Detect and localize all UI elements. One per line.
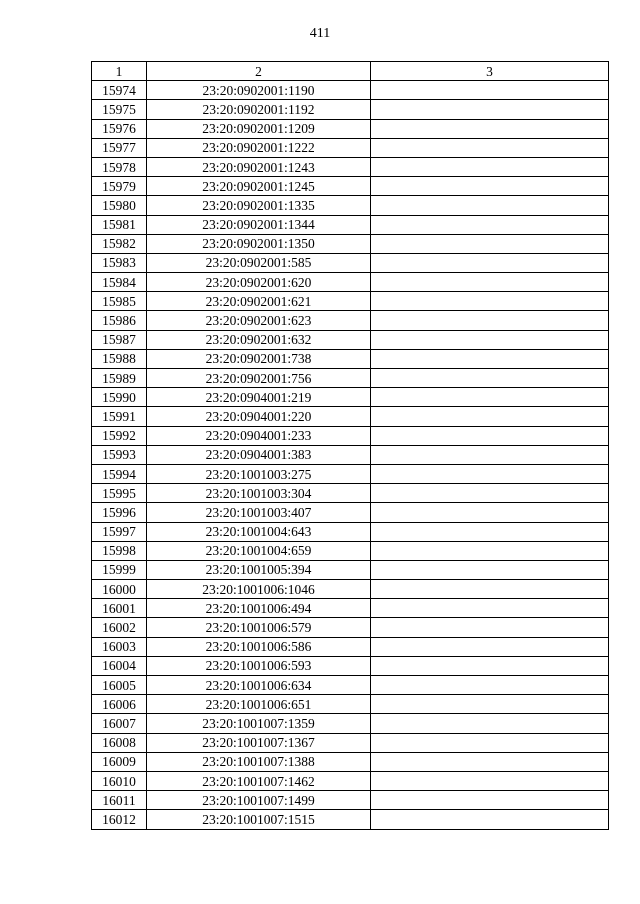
note-cell [371,752,609,771]
row-number-cell: 15980 [92,196,147,215]
table-row [92,771,609,790]
note-cell [371,464,609,483]
note-cell [371,388,609,407]
header-cell-2: 2 [147,62,371,81]
table-row [92,157,609,176]
note-cell [371,349,609,368]
table-row [92,733,609,752]
cadastral-number-cell: 23:20:1001003:407 [147,503,371,522]
cadastral-number-cell: 23:20:1001006:579 [147,618,371,637]
row-number-cell: 15997 [92,522,147,541]
note-cell [371,119,609,138]
table-row [92,484,609,503]
cadastral-number-cell: 23:20:1001004:643 [147,522,371,541]
table-row [92,445,609,464]
note-cell [371,215,609,234]
page-number: 411 [309,26,331,41]
row-number-cell: 15976 [92,119,147,138]
note-cell [371,791,609,810]
note-cell [371,138,609,157]
note-cell [371,656,609,675]
row-number-cell: 16009 [92,752,147,771]
row-number-cell: 16008 [92,733,147,752]
cadastral-number-cell: 23:20:1001007:1367 [147,733,371,752]
note-cell [371,196,609,215]
row-number-cell: 15989 [92,369,147,388]
table-row [92,407,609,426]
row-number-cell: 16003 [92,637,147,656]
note-cell [371,522,609,541]
table-row [92,138,609,157]
row-number-cell: 15977 [92,138,147,157]
cadastral-number-cell: 23:20:1001007:1388 [147,752,371,771]
table-row [92,196,609,215]
note-cell [371,541,609,560]
cadastral-number-cell: 23:20:0902001:1192 [147,100,371,119]
row-number-cell: 16000 [92,580,147,599]
row-number-cell: 15985 [92,292,147,311]
table-row [92,292,609,311]
note-cell [371,100,609,119]
note-cell [371,157,609,176]
row-number-cell: 15998 [92,541,147,560]
table-row [92,714,609,733]
row-number-cell: 16006 [92,695,147,714]
row-number-cell: 16005 [92,676,147,695]
header-row [92,62,609,81]
cadastral-number-cell: 23:20:1001007:1462 [147,771,371,790]
cadastral-number-cell: 23:20:0902001:1243 [147,157,371,176]
table-row [92,330,609,349]
cadastral-number-cell: 23:20:0902001:1222 [147,138,371,157]
row-number-cell: 15974 [92,81,147,100]
row-number-cell: 15991 [92,407,147,426]
table-row [92,234,609,253]
table-row [92,656,609,675]
table-row [92,81,609,100]
row-number-cell: 15978 [92,157,147,176]
row-number-cell: 16002 [92,618,147,637]
table-row [92,752,609,771]
cadastral-number-cell: 23:20:0902001:1344 [147,215,371,234]
cadastral-number-cell: 23:20:1001006:634 [147,676,371,695]
cadastral-number-cell: 23:20:1001006:593 [147,656,371,675]
cadastral-number-cell: 23:20:0902001:1350 [147,234,371,253]
note-cell [371,714,609,733]
cadastral-number-cell: 23:20:0904001:233 [147,426,371,445]
cadastral-number-cell: 23:20:1001007:1499 [147,791,371,810]
cadastral-number-cell: 23:20:0902001:1209 [147,119,371,138]
table-row [92,522,609,541]
cadastral-number-cell: 23:20:0902001:1335 [147,196,371,215]
table-row [92,676,609,695]
table-row [92,599,609,618]
cadastral-number-cell: 23:20:0902001:585 [147,253,371,272]
row-number-cell: 15975 [92,100,147,119]
row-number-cell: 15996 [92,503,147,522]
table-row [92,177,609,196]
row-number-cell: 15988 [92,349,147,368]
cadastral-number-cell: 23:20:0902001:632 [147,330,371,349]
cadastral-number-cell: 23:20:0902001:1245 [147,177,371,196]
cadastral-number-cell: 23:20:0902001:621 [147,292,371,311]
table-row [92,100,609,119]
note-cell [371,599,609,618]
note-cell [371,369,609,388]
table-row [92,426,609,445]
row-number-cell: 16004 [92,656,147,675]
table-row [92,580,609,599]
note-cell [371,618,609,637]
row-number-cell: 16012 [92,810,147,829]
table-row [92,810,609,829]
cadastral-number-cell: 23:20:1001005:394 [147,560,371,579]
row-number-cell: 16011 [92,791,147,810]
note-cell [371,637,609,656]
cadastral-number-cell: 23:20:0902001:623 [147,311,371,330]
row-number-cell: 16007 [92,714,147,733]
table-row [92,215,609,234]
cadastral-number-cell: 23:20:0904001:219 [147,388,371,407]
table-row [92,695,609,714]
table-row [92,791,609,810]
row-number-cell: 16010 [92,771,147,790]
header-cell-1: 1 [92,62,147,81]
row-number-cell: 15984 [92,273,147,292]
cadastral-number-cell: 23:20:1001007:1359 [147,714,371,733]
row-number-cell: 15987 [92,330,147,349]
note-cell [371,426,609,445]
row-number-cell: 15990 [92,388,147,407]
row-number-cell: 16001 [92,599,147,618]
cadastral-number-cell: 23:20:0904001:383 [147,445,371,464]
note-cell [371,445,609,464]
note-cell [371,253,609,272]
note-cell [371,81,609,100]
row-number-cell: 15981 [92,215,147,234]
table-row [92,369,609,388]
cadastral-number-cell: 23:20:0904001:220 [147,407,371,426]
note-cell [371,771,609,790]
note-cell [371,810,609,829]
cadastral-number-cell: 23:20:1001006:586 [147,637,371,656]
row-number-cell: 15999 [92,560,147,579]
registry-table [91,61,609,830]
row-number-cell: 15986 [92,311,147,330]
row-number-cell: 15995 [92,484,147,503]
cadastral-number-cell: 23:20:1001006:494 [147,599,371,618]
note-cell [371,676,609,695]
table-row [92,273,609,292]
cadastral-number-cell: 23:20:0902001:738 [147,349,371,368]
cadastral-number-cell: 23:20:1001006:1046 [147,580,371,599]
cadastral-number-cell: 23:20:0902001:620 [147,273,371,292]
table-row [92,349,609,368]
note-cell [371,273,609,292]
note-cell [371,503,609,522]
table-row [92,119,609,138]
row-number-cell: 15992 [92,426,147,445]
cadastral-number-cell: 23:20:1001003:275 [147,464,371,483]
note-cell [371,484,609,503]
note-cell [371,580,609,599]
note-cell [371,330,609,349]
note-cell [371,292,609,311]
table-row [92,560,609,579]
table-header [92,62,609,81]
row-number-cell: 15982 [92,234,147,253]
note-cell [371,177,609,196]
row-number-cell: 15993 [92,445,147,464]
cadastral-number-cell: 23:20:0902001:756 [147,369,371,388]
table-row [92,541,609,560]
note-cell [371,311,609,330]
table-row [92,503,609,522]
table-row [92,618,609,637]
table-body [92,81,609,829]
cadastral-number-cell: 23:20:1001003:304 [147,484,371,503]
table-row [92,464,609,483]
table-row [92,253,609,272]
note-cell [371,234,609,253]
note-cell [371,407,609,426]
row-number-cell: 15983 [92,253,147,272]
cadastral-number-cell: 23:20:1001007:1515 [147,810,371,829]
note-cell [371,560,609,579]
table-row [92,311,609,330]
cadastral-number-cell: 23:20:1001004:659 [147,541,371,560]
row-number-cell: 15979 [92,177,147,196]
table-row [92,637,609,656]
cadastral-number-cell: 23:20:1001006:651 [147,695,371,714]
note-cell [371,695,609,714]
note-cell [371,733,609,752]
row-number-cell: 15994 [92,464,147,483]
cadastral-number-cell: 23:20:0902001:1190 [147,81,371,100]
table-row [92,388,609,407]
header-cell-3: 3 [371,62,609,81]
